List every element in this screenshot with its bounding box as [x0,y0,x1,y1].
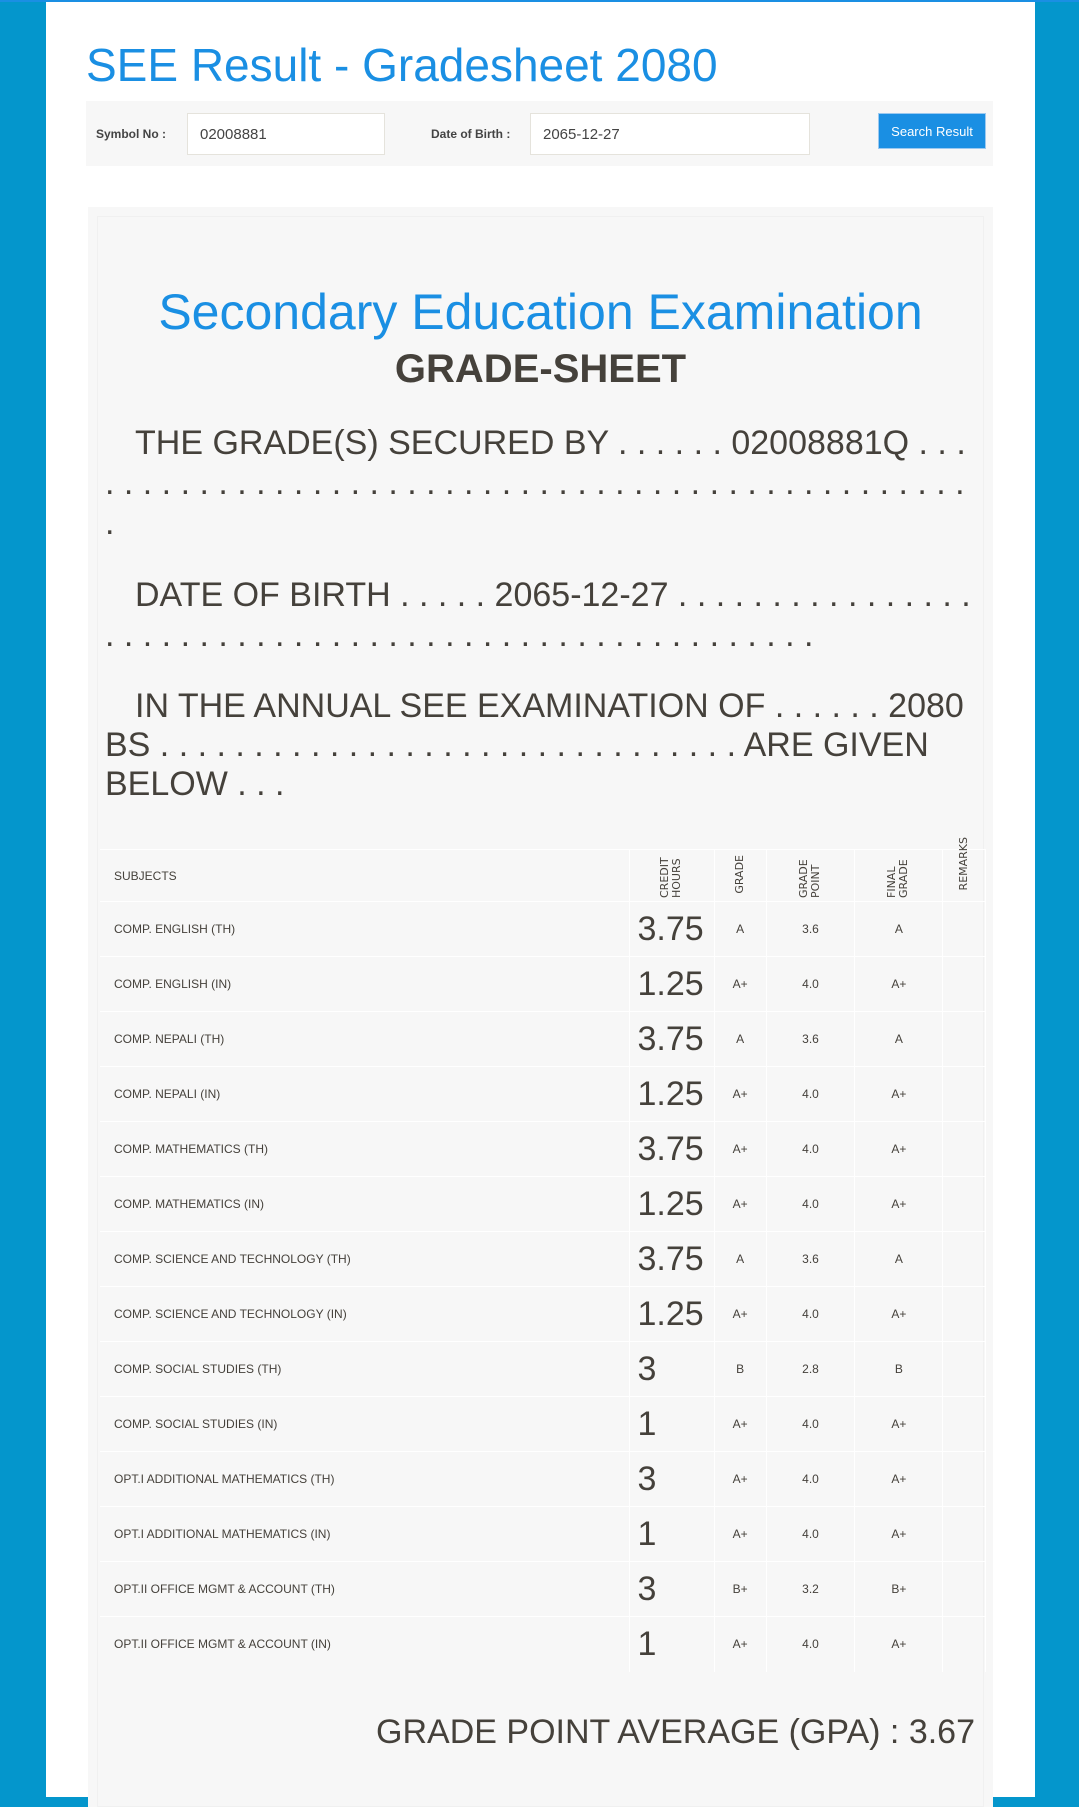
grade-cell: A+ [714,1122,766,1177]
final-grade-cell: A+ [855,1287,943,1342]
final-grade-cell: A+ [855,1617,943,1672]
table-row [100,902,986,957]
grade-cell: A [714,1232,766,1287]
grade-point-cell: 4.0 [766,1122,854,1177]
table-row [100,1122,986,1177]
subject-cell: COMP. NEPALI (IN) [100,1067,629,1122]
final-grade-cell: A [855,902,943,957]
table-row [100,1012,986,1067]
remarks-cell [943,1067,986,1122]
header-final-grade: FINAL GRADE [855,850,943,902]
table-row [100,1342,986,1397]
grade-cell: A+ [714,1177,766,1232]
table-row [100,1067,986,1122]
credit-hours-cell: 3 [629,1342,714,1397]
grade-cell: A+ [714,957,766,1012]
grade-cell: B+ [714,1562,766,1617]
table-row [100,1452,986,1507]
grade-point-cell: 4.0 [766,1287,854,1342]
gradesheet-inner [97,216,984,1807]
subject-cell: COMP. MATHEMATICS (IN) [100,1177,629,1232]
remarks-cell [943,1342,986,1397]
subject-cell: OPT.I ADDITIONAL MATHEMATICS (IN) [100,1507,629,1562]
grade-point-cell: 4.0 [766,1397,854,1452]
dob-input[interactable] [530,113,810,155]
credit-hours-cell: 1 [629,1397,714,1452]
subject-cell: COMP. ENGLISH (TH) [100,902,629,957]
subject-cell: COMP. ENGLISH (IN) [100,957,629,1012]
remarks-cell [943,1012,986,1067]
gradesheet [88,207,993,1807]
gradesheet-heading: GRADE-SHEET [394,347,687,391]
credit-hours-cell: 1.25 [629,1067,714,1122]
subject-cell: OPT.II OFFICE MGMT & ACCOUNT (IN) [100,1617,629,1672]
grade-point-cell: 4.0 [766,1452,854,1507]
grade-cell: A+ [714,1617,766,1672]
final-grade-cell: A+ [855,957,943,1012]
page-title: SEE Result - Gradesheet 2080 [86,39,718,91]
grade-point-cell: 3.6 [766,1012,854,1067]
subject-cell: OPT.II OFFICE MGMT & ACCOUNT (TH) [100,1562,629,1617]
grade-point-cell: 4.0 [766,957,854,1012]
grade-cell: A+ [714,1507,766,1562]
subject-cell: COMP. SCIENCE AND TECHNOLOGY (TH) [100,1232,629,1287]
subject-cell: COMP. SCIENCE AND TECHNOLOGY (IN) [100,1287,629,1342]
table-row [100,1232,986,1287]
remarks-cell [943,957,986,1012]
final-grade-cell: B [855,1342,943,1397]
table-row [100,1507,986,1562]
remarks-cell [943,1177,986,1232]
credit-hours-cell: 3 [629,1452,714,1507]
grade-point-cell: 4.0 [766,1177,854,1232]
header-subjects: SUBJECTS [100,850,629,902]
subject-cell: COMP. SOCIAL STUDIES (IN) [100,1397,629,1452]
dob-line: DATE OF BIRTH . . . . . 2065-12-27 . . . . . . . . . . . . . . . . . . . . . . . . . . . . . . . . . . . . . . . . . . . . . . . . . . . . . . [105,576,971,654]
grade-cell: B [714,1342,766,1397]
remarks-cell [943,902,986,957]
grade-point-cell: 4.0 [766,1507,854,1562]
remarks-cell [943,1122,986,1177]
credit-hours-cell: 3.75 [629,902,714,957]
table-row [100,1617,986,1672]
table-row [100,957,986,1012]
final-grade-cell: A+ [855,1122,943,1177]
subject-cell: OPT.I ADDITIONAL MATHEMATICS (TH) [100,1452,629,1507]
table-row [100,1177,986,1232]
remarks-cell [943,1452,986,1507]
subject-cell: COMP. SOCIAL STUDIES (TH) [100,1342,629,1397]
credit-hours-cell: 3.75 [629,1012,714,1067]
header-credit-hours: CREDIT HOURS [629,850,714,902]
grade-point-cell: 4.0 [766,1617,854,1672]
secured-by-line: THE GRADE(S) SECURED BY . . . . . . 02008881Q . . . . . . . . . . . . . . . . . . . . . . . . . . . . . . . . . . . . . . . . . . . . . . . . . . [105,424,966,542]
final-grade-cell: A+ [855,1507,943,1562]
grade-point-cell: 2.8 [766,1342,854,1397]
symbol-label: Symbol No : [96,127,167,141]
remarks-cell [943,1232,986,1287]
grade-cell: A+ [714,1287,766,1342]
remarks-cell [943,1507,986,1562]
grade-point-cell: 3.2 [766,1562,854,1617]
search-form [86,101,993,166]
grade-cell: A+ [714,1452,766,1507]
grade-cell: A [714,902,766,957]
page-container [46,2,1035,1797]
credit-hours-cell: 1 [629,1617,714,1672]
subject-cell: COMP. NEPALI (TH) [100,1012,629,1067]
final-grade-cell: A [855,1232,943,1287]
final-grade-cell: A [855,1012,943,1067]
credit-hours-cell: 3 [629,1562,714,1617]
exam-title: Secondary Education Examination [158,284,923,340]
grade-cell: A+ [714,1397,766,1452]
final-grade-cell: A+ [855,1452,943,1507]
grades-table [100,837,986,1672]
grade-cell: A+ [714,1067,766,1122]
dob-label: Date of Birth : [431,127,511,141]
final-grade-cell: A+ [855,1177,943,1232]
table-row [100,1287,986,1342]
credit-hours-cell: 3.75 [629,1232,714,1287]
credit-hours-cell: 1 [629,1507,714,1562]
credit-hours-cell: 1.25 [629,957,714,1012]
grade-point-cell: 3.6 [766,902,854,957]
header-grade: GRADE [714,850,766,902]
header-remarks: REMARKS [943,850,986,902]
table-row [100,1397,986,1452]
grade-cell: A [714,1012,766,1067]
remarks-cell [943,1397,986,1452]
table-row [100,1562,986,1617]
header-grade-point: GRADE POINT [766,850,854,902]
credit-hours-cell: 3.75 [629,1122,714,1177]
subject-cell: COMP. MATHEMATICS (TH) [100,1122,629,1177]
remarks-cell [943,1287,986,1342]
gpa: GRADE POINT AVERAGE (GPA) : 3.67 [376,1713,975,1751]
grade-point-cell: 3.6 [766,1232,854,1287]
remarks-cell [943,1617,986,1672]
credit-hours-cell: 1.25 [629,1177,714,1232]
credit-hours-cell: 1.25 [629,1287,714,1342]
final-grade-cell: B+ [855,1562,943,1617]
exam-line: IN THE ANNUAL SEE EXAMINATION OF . . . . . . 2080 BS . . . . . . . . . . . . . . . . . . . . . . . . . . . . . . . ARE GIVEN BELOW . . . [105,687,964,803]
symbol-input[interactable] [187,113,385,155]
search-result-button[interactable]: Search Result [878,113,986,149]
final-grade-cell: A+ [855,1397,943,1452]
final-grade-cell: A+ [855,1067,943,1122]
table-header-row [100,850,986,902]
remarks-cell [943,1562,986,1617]
grade-point-cell: 4.0 [766,1067,854,1122]
